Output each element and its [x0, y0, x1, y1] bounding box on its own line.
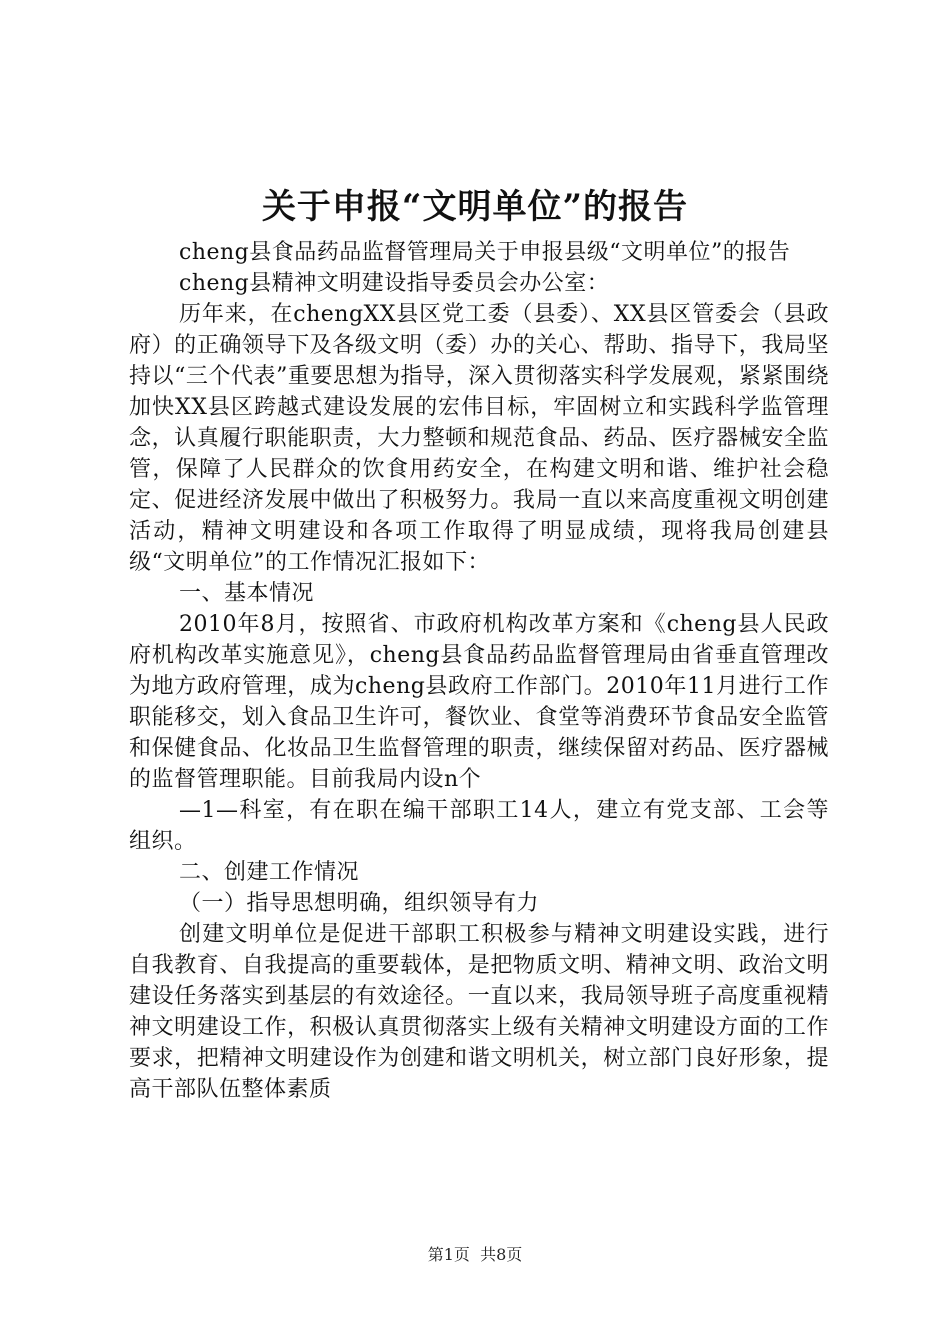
paragraph-heading-line: cheng县食品药品监督管理局关于申报县级“文明单位”的报告	[179, 240, 791, 265]
section-heading-basic-info: 一、基本情况	[179, 581, 315, 606]
document-title: 关于申报“文明单位”的报告	[261, 187, 689, 227]
paragraph-intro: 历年来，在chengXX县区党工委（县委）、XX县区管委会（县政府）的正确领导下及各级文明（委）办的关心、帮助、指导下，我局坚持以“三个代表”重要思想为指导，深入贯彻落实科学发展观，紧紧围绕加快XX县区跨越式建设发展的宏伟目标，牢固树立和实践科学监管理念，认真履行职能职责，大力整顿和规范食品、药品、医疗器械安全监管，保障了人民群众的饮食用药安全，在构建文明和谐、维护社会稳定、促进经济发展中做出了积极努力。我局一直以来高度重视文明创建活动，精神文明建设和各项工作取得了明显成绩，现将我局创建县级“文明单位”的工作情况汇报如下：	[129, 302, 829, 575]
paragraph-guiding-thought: 创建文明单位是促进干部职工积极参与精神文明建设实践，进行自我教育、自我提高的重要载体，是把物质文明、精神文明、政治文明建设任务落实到基层的有效途径。一直以来，我局领导班子高度重视精神文明建设工作，积极认真贯彻落实上级有关精神文明建设方面的工作要求，把精神文明建设作为创建和谐文明机关，树立部门良好形象，提高干部队伍整体素质	[129, 922, 829, 1102]
paragraph-departments: —1—科室，有在职在编干部职工14人，建立有党支部、工会等组织。	[129, 798, 829, 854]
page-number: 第1页	[427, 1245, 470, 1264]
paragraph-basic-info: 2010年8月，按照省、市政府机构改革方案和《cheng县人民政府机构改革实施意见》，cheng县食品药品监督管理局由省垂直管理改为地方政府管理，成为cheng县政府工作部门。2010年11月进行工作职能移交，划入食品卫生许可，餐饮业、食堂等消费环节食品安全监管和保健食品、化妆品卫生监督管理的职责，继续保留对药品、医疗器械的监督管理职能。目前我局内设n个	[129, 612, 829, 792]
section-heading-work-status: 二、创建工作情况	[179, 860, 360, 885]
page-footer	[0, 1244, 950, 1266]
paragraph-addressee: cheng县精神文明建设指导委员会办公室：	[179, 271, 610, 296]
page-total: 共8页	[480, 1245, 523, 1264]
subsection-heading-guiding-thought: （一）指导思想明确，组织领导有力	[179, 891, 540, 916]
document-body	[129, 237, 829, 1105]
